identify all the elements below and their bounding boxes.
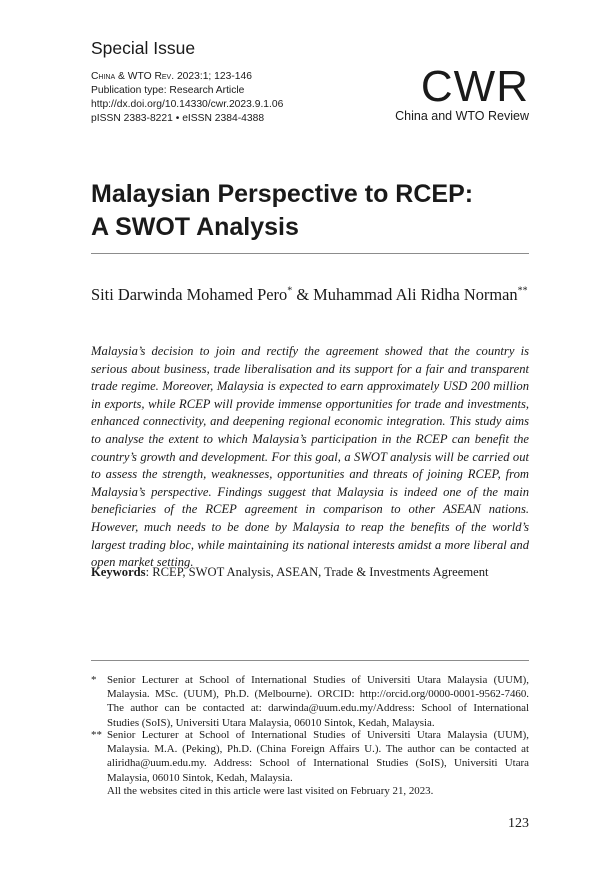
journal-logo [395,62,529,123]
publication-type: Publication type: Research Article [91,85,245,96]
keywords [91,565,531,580]
title-line-2: A SWOT Analysis [91,213,299,241]
footnote-text: Senior Lecturer at School of International Studies of Universiti Utara Malaysia (UUM), Malaysia. MSc. (UUM), Ph.D. (Melbourne). ORCID: http://orcid.org/0000-0001-9562-7460. The author can be contacted at: darwinda@uum.edu.my/Address: School of International Studies (SoIS), Universiti Utara Malaysia, 06010 Sintok, Kedah, Malaysia. [107,674,529,729]
author-1-mark: * [287,285,293,297]
logo-subtitle: China and WTO Review [395,109,529,123]
special-issue-label: Special Issue [91,38,196,58]
article-title [91,178,531,244]
title-line-1: Malaysian Perspective to RCEP: [91,180,474,208]
footnote-mark: ** [91,729,102,741]
journal-metadata [91,70,283,126]
citation: China & WTO Rev. 2023:1; 123-146 [91,71,252,82]
issn: pISSN 2383-8221 • eISSN 2384-4388 [91,113,265,124]
author-2: Muhammad Ali Ridha Norman [313,285,518,304]
websites-note: All the websites cited in this article were last visited on February 21, 2023. [107,785,434,797]
footnote-author-1 [91,673,529,730]
doi-link[interactable]: http://dx.doi.org/10.14330/cwr.2023.9.1.06 [91,99,284,110]
keywords-label: Keywords [91,565,146,579]
logo-mark: CWR [420,62,529,111]
abstract: Malaysia’s decision to join and rectify the agreement showed that the country is serious about business, trade liberalisation and its support for a fair and transparent trade regime. Moreover, Malaysia is expected to earn approximately USD 200 million in exports, while RCEP will provide immense opportunities for trade and investments, enhanced connectivity, and deepening regional economic integration. This study aims to analyse the extent to which Malaysia’s participation in the RCEP can benefit the country’s growth and development. For this goal, a SWOT analysis will be carried out to assess the strength, weaknesses, opportunities and threats of joining RCEP, from Malaysia’s perspective. Findings suggest that Malaysia is indeed one of the main beneficiaries of the RCEP agreement in comparison to other ASEAN nations. However, much needs to be done by Malaysia to reap the benefits of the world’s largest trading bloc, while maintaining its national interests amidst a more liberal and open market setting. [91,344,529,570]
footnote-divider [91,660,529,661]
author-1: Siti Darwinda Mohamed Pero [91,285,288,304]
author-2-mark: ** [517,285,528,297]
keywords-list: : RCEP, SWOT Analysis, ASEAN, Trade & Investments Agreement [145,565,489,579]
title-divider [91,253,529,254]
footnote-mark: * [91,674,97,686]
footnote-text: Senior Lecturer at School of International Studies of Universiti Utara Malaysia (UUM), Malaysia. M.A. (Peking), Ph.D. (China Foreign Affairs U.). The author can be contacted at aliridha@uum.edu.my. Address: School of International Studies (SoIS), Universiti Utara Malaysia, 06010 Sintok, Kedah, Malaysia. [107,729,529,784]
author-separator: & [296,285,310,304]
page-number: 123 [508,816,529,831]
footnote-author-2 [91,728,529,785]
author-line [91,285,528,305]
